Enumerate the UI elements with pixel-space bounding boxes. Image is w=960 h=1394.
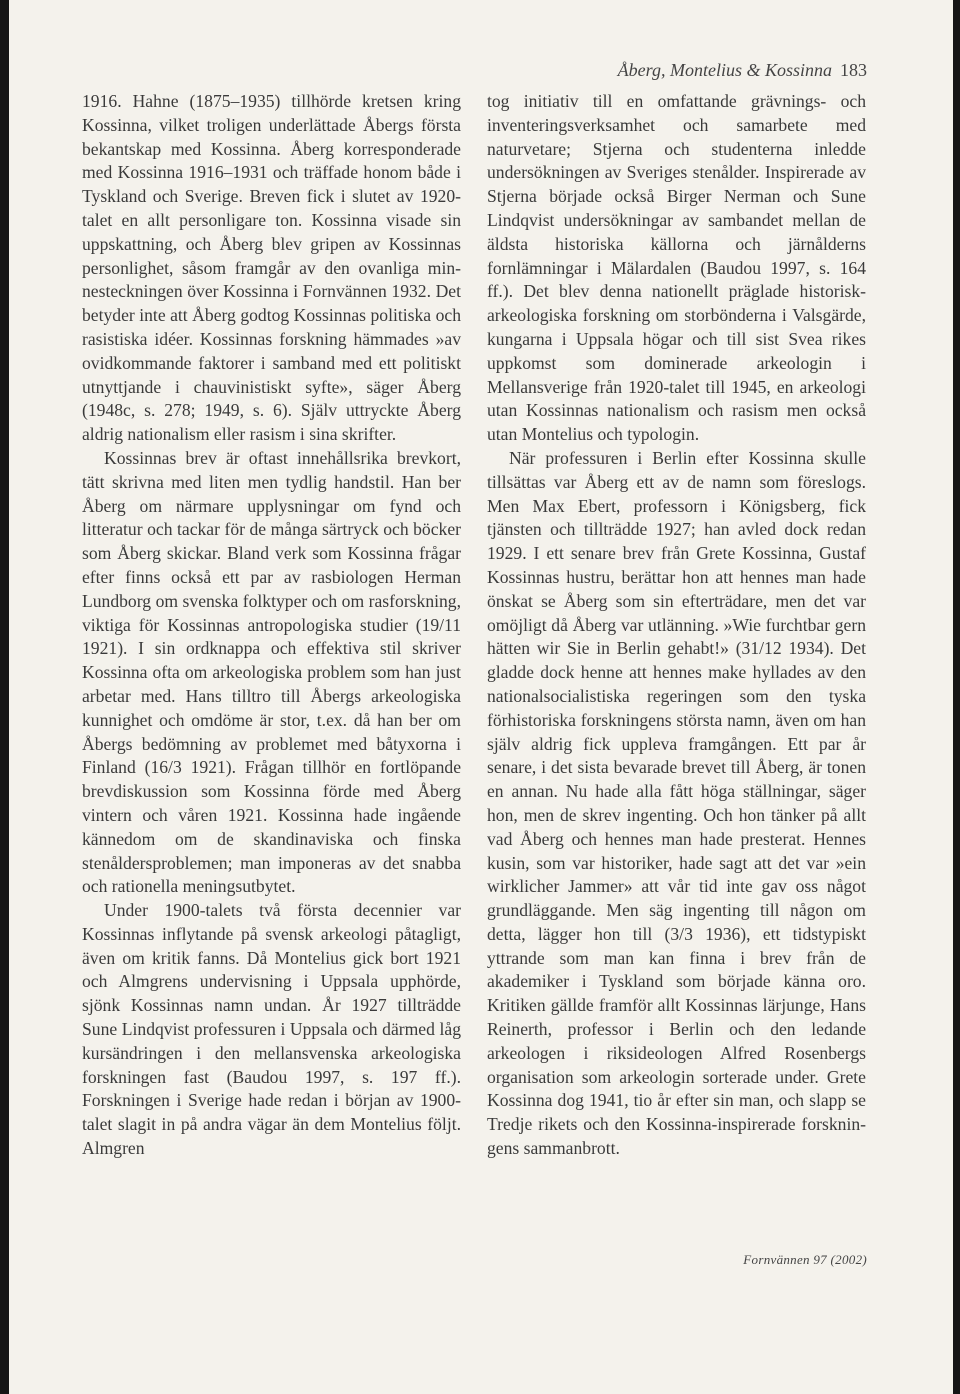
scan-right-edge [953, 0, 960, 1394]
paragraph: tog initiativ till en omfattande grävnings- och inventeringsverksamhet och samarbete med naturvetare; Stjerna och studenterna inledde undersökningen av Sveriges stenålder. Inspirerade av Stjerna började också Birger Nerman och Sune Lindqvist undersökningar av sambandet mellan de äldsta historiska källorna och järnålderns fornlämningar i Mälardalen (Baudou 1997, s. 164 ff.). Det blev denna nationellt präglade historisk-arkeologiska forskning om storbönderna i Valsgärde, kungarna i Uppsala högar och till sist Svea rikes uppkomst som dominerade arkeologin i Mellansverige från 1920-talet till 1945, en arkeologi utan Kossinnas nationalism och rasism men också utan Montelius och typologin. [487, 91, 866, 445]
running-head [618, 60, 867, 81]
paragraph: 1916. Hahne (1875–1935) tillhörde kretsen kring Kossinna, vilket troligen underlättade Åbergs första bekantskap med Kossinna. Åberg korresponderade med Kossinna 1916–1931 och träffade honom både i Tyskland och Sverige. Breven fick i slutet av 1920-talet en allt personligare ton. Kossinna visade sin uppskattning, och Åberg blev gripen av Kossinnas personlighet, såsom framgår av den ovanliga minnesteckningen över Kossinna i Fornvännen 1932. Det betyder inte att Åberg godtog Kossinnas politiska och rasistiska idéer. Kossinnas forskning hämmades »av ovidkommande faktorer i samband med ett politiskt utnyttjande i chauvinistiskt syfte», säger Åberg (1948c, s. 278; 1949, s. 6). Själv uttryckte Åberg aldrig nationalism eller rasism i sina skrifter. [82, 91, 461, 445]
scan-left-edge [0, 0, 9, 1394]
journal-footer: Fornvännen 97 (2002) [743, 1252, 867, 1267]
running-title: Åberg, Montelius & Kossinna [617, 60, 832, 80]
paragraph: Kossinnas brev är oftast innehållsrika brevkort, tätt skrivna med liten men tydlig handstil. Han ber Åberg om närmare upplysningar om fynd och litteratur och tackar för de många särtryck och böcker som Åberg skickar. Bland verk som Kossinna frågar efter finns också ett par av rasbiologen Herman Lundborg om svenska folktyper och om rasforskning, viktiga för Kossinnas antropologiska studier (19/11 1921). I sin ordknappa och effektiva stil skriver Kossinna ofta om arkeologiska problem som han just arbetar med. Hans tilltro till Åbergs arkeologiska kunnighet och omdöme är stor, t.ex. då han ber om Åbergs bedömning av problemet med båtyxorna i Finland (16/3 1921). Frågan tillhör en fortlöpande brevdiskussion som Kossinna förde med Åberg vintern och våren 1921. Kossinna hade ingående kännedom om de skandinaviska och finska stenåldersproblemen; man imponeras av det snabba och rationella meningsutbytet. [82, 447, 461, 897]
left-column [82, 90, 461, 1161]
paragraph: När professuren i Berlin efter Kossinna skulle tillsättas var Åberg ett av de namn som föreslogs. Men Max Ebert, professorn i Königsberg, fick tjänsten och tillträdde 1927; han avled dock redan 1929. I ett senare brev från Grete Kossinna, Gustaf Kossinnas hustru, berättar hon att hennes man hade önskat se Åberg som sin efterträdare, men det var omöjligt då Åberg var utlänning. »Wie furchtbar gern hätten wir Sie in Berlin gehabt!» (31/12 1934). Det gladde dock henne att hennes make hyllades av den nationalsocialistiska regeringen som den tyska förhistoriska forskningens största namn, även om han själv aldrig fick uppleva framgången. Ett par år senare, i det sista bevarade brevet till Åberg, är tonen en annan. Nu hade alla fått höga ställningar, säger hon, men de skrev ingenting. Och hon tänker på allt vad Åberg och hennes man hade presterat. Hennes kusin, som var historiker, hade sagt att det var »ein wirklicher Jammer» att vår tid inte gav oss något grundläggande. Men säg ingenting till någon om detta, lägger hon till (3/3 1936), ett tidstypiskt yttrande som man kan finna i brev från de akademiker i Tyskland som började känna oro. Kritiken gällde framför allt Kossinnas lärjunge, Hans Reinerth, professor i Berlin och den ledande arkeologen i riksideologen Alfred Rosenbergs organisation som arkeologin sorterade under. Grete Kossinna dog 1941, tio år efter sin man, och slapp se Tredje rikets och den Kossinna-inspirerade forskningens sammanbrott. [487, 447, 866, 1159]
page-number: 183 [840, 60, 867, 80]
paragraph: Under 1900-talets två första decennier var Kossinnas inflytande på svensk arkeologi påtagligt, även om kritik fanns. Då Montelius gick bort 1921 och Almgrens undervisning i Uppsala upphörde, sjönk Kossinnas namn undan. År 1927 tillträdde Sune Lindqvist professuren i Uppsala och därmed låg kursändringen i den mellansvenska arkeologiska forskningen fast (Baudou 1997, s. 197 ff.). Forskningen i Sverige hade redan i början av 1900-talet slagit in på andra vägar än dem Montelius följt. Almgren [82, 900, 461, 1159]
right-column [487, 90, 866, 1161]
